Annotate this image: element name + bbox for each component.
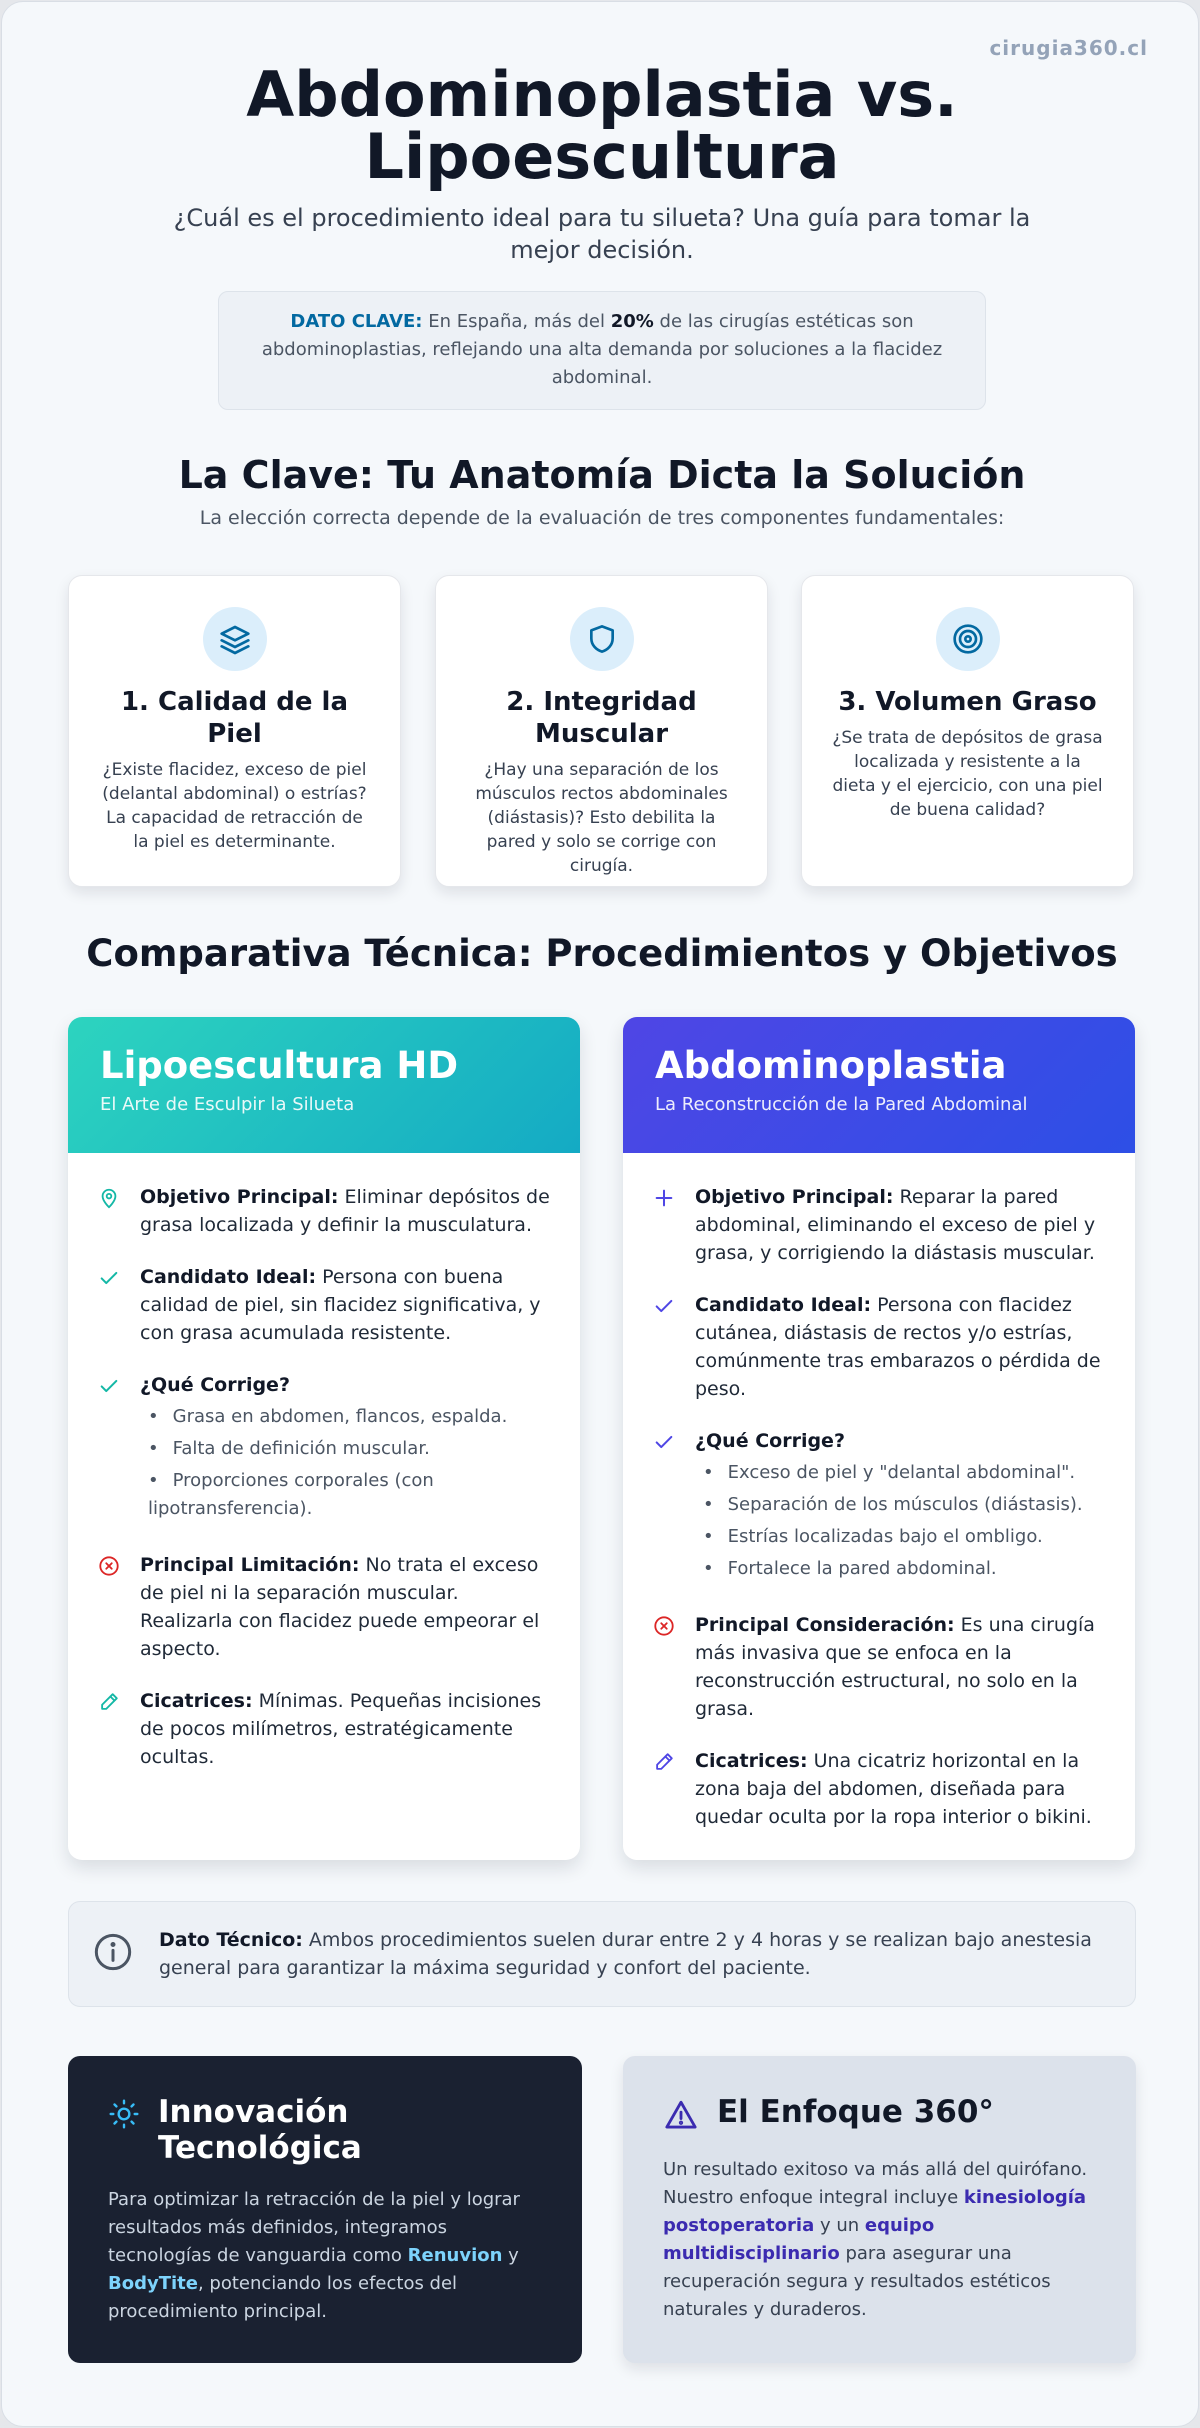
card-integridad-muscular (435, 575, 768, 887)
abdominoplastia-card (623, 1017, 1135, 1860)
warning-triangle-icon (663, 2094, 699, 2136)
item-label: Objetivo Principal: (695, 1186, 894, 1208)
item-label: ¿Qué Corrige? (140, 1374, 290, 1396)
card-title: 3. Volumen Graso (838, 687, 1097, 717)
dato-tecnico-text: Ambos procedimientos suelen durar entre 2 y 4 horas y se realizan bajo anestesia general para garantizar la máxima seguridad y confort del paciente. (159, 1929, 1092, 1979)
card-text: ¿Se trata de depósitos de grasa localizada y resistente a la dieta y el ejercicio, con una piel de buena calidad? (832, 728, 1103, 820)
enfoque-text (663, 2156, 1096, 2324)
lipo-corrige (98, 1371, 550, 1527)
list-item: • Falta de definición muscular. (140, 1435, 550, 1463)
anatomia-title: La Clave: Tu Anatomía Dicta la Solución (178, 453, 1026, 497)
plus-icon (653, 1183, 695, 1267)
item-label: Candidato Ideal: (140, 1266, 317, 1288)
abdo-objetivo (653, 1183, 1105, 1267)
item-text: Reparar la pared abdominal, eliminando el exceso de piel y grasa, y corrigiendo la diástasis muscular. (695, 1186, 1096, 1264)
enfoque-title: El Enfoque 360° (717, 2094, 994, 2130)
item-text: Persona con buena calidad de piel, sin flacidez significativa, y con grasa acumulada resistente. (140, 1266, 541, 1344)
anatomia-subtitle: La elección correcta depende de la evaluación de tres componentes fundamentales: (199, 507, 1005, 529)
list-item: • Exceso de piel y "delantal abdominal". (695, 1459, 1083, 1487)
lipoescultura-header (68, 1017, 580, 1153)
enfoque-highlight-kinesiologia: kinesiología postoperatoria (663, 2187, 1087, 2236)
corrige-list (140, 1403, 550, 1523)
abdominoplastia-tagline: La Reconstrucción de la Pared Abdominal (655, 1094, 1028, 1115)
lipoescultura-card (68, 1017, 580, 1860)
enfoque-text-1: Un resultado exitoso va más allá del quirófano. Nuestro enfoque integral incluye (663, 2159, 1088, 2208)
card-volumen-graso (801, 575, 1134, 887)
x-circle-icon (98, 1551, 140, 1663)
lipo-objetivo (98, 1183, 550, 1239)
item-text: Es una cirugía más invasiva que se enfoca en la reconstrucción estructural, no solo en la grasa. (695, 1614, 1095, 1720)
item-text: Eliminar depósitos de grasa localizada y definir la musculatura. (140, 1186, 550, 1236)
innovacion-text-1: Para optimizar la retracción de la piel y lograr resultados más definidos, integramos tecnologías de vanguardia como (108, 2189, 520, 2266)
list-item: • Proporciones corporales (con lipotransferencia). (140, 1467, 550, 1523)
check-icon (653, 1427, 695, 1587)
innovacion-text-2: y (502, 2245, 519, 2266)
lipoescultura-title: Lipoescultura HD (100, 1044, 459, 1087)
item-label: Cicatrices: (140, 1690, 253, 1712)
dato-clave-highlight: 20% (610, 311, 654, 332)
page (1, 1, 1199, 2427)
card-title: 1. Calidad de la Piel (120, 687, 349, 749)
dato-tecnico-label: Dato Técnico: (159, 1929, 303, 1951)
comparativa-title: Comparativa Técnica: Procedimientos y Objetivos (86, 932, 1118, 975)
dato-clave-text-1: En España, más del (422, 311, 611, 332)
card-title: 2. Integridad Muscular (506, 687, 697, 749)
dato-tecnico-box (68, 1901, 1136, 2007)
innovacion-title: Innovación Tecnológica (158, 2094, 362, 2166)
target-icon (936, 607, 1000, 671)
page-subtitle: ¿Cuál es el procedimiento ideal para tu silueta? Una guía para tomar la mejor decisión. (173, 204, 1031, 264)
card-text: ¿Existe flacidez, exceso de piel (delantal abdominal) o estrías? La capacidad de retracción de la piel es determinante. (102, 760, 367, 852)
abdominoplastia-title: Abdominoplastia (655, 1044, 1007, 1087)
item-label: Objetivo Principal: (140, 1186, 339, 1208)
list-item: • Grasa en abdomen, flancos, espalda. (140, 1403, 550, 1431)
shield-icon (570, 607, 634, 671)
sun-icon (108, 2094, 140, 2134)
item-text: No trata el exceso de piel ni la separación muscular. Realizarla con flacidez puede empeorar el aspecto. (140, 1554, 540, 1660)
lipo-candidato (98, 1263, 550, 1347)
check-icon (98, 1371, 140, 1527)
innovacion-card (68, 2056, 582, 2363)
item-label: Cicatrices: (695, 1750, 808, 1772)
list-item: • Fortalece la pared abdominal. (695, 1555, 1083, 1583)
item-label: ¿Qué Corrige? (695, 1430, 845, 1452)
site-name[interactable]: cirugia360.cl (989, 36, 1148, 60)
check-icon (98, 1263, 140, 1347)
dato-clave-box (218, 291, 986, 410)
abdo-consideracion (653, 1611, 1105, 1723)
info-icon (93, 1932, 133, 1976)
item-label: Principal Limitación: (140, 1554, 360, 1576)
map-pin-icon (98, 1183, 140, 1239)
enfoque-card (623, 2056, 1136, 2363)
x-circle-icon (653, 1611, 695, 1723)
enfoque-text-2: y un (814, 2215, 865, 2236)
card-calidad-piel (68, 575, 401, 887)
page-title: Abdominoplastia vs. Lipoescultura (246, 58, 958, 193)
item-text: Persona con flacidez cutánea, diástasis de rectos y/o estrías, comúnmente tras embarazos o pérdida de peso. (695, 1294, 1101, 1400)
abdo-candidato (653, 1291, 1105, 1403)
pen-icon (98, 1687, 140, 1771)
item-label: Principal Consideración: (695, 1614, 955, 1636)
abdominoplastia-header (623, 1017, 1135, 1153)
item-label: Candidato Ideal: (695, 1294, 872, 1316)
corrige-list (695, 1459, 1083, 1583)
pen-icon (653, 1747, 695, 1831)
layers-icon (203, 607, 267, 671)
enfoque-text-3: para asegurar una recuperación segura y resultados estéticos naturales y duraderos. (663, 2243, 1051, 2320)
list-item: • Estrías localizadas bajo el ombligo. (695, 1523, 1083, 1551)
item-text: Una cicatriz horizontal en la zona baja del abdomen, diseñada para quedar oculta por la ropa interior o bikini. (695, 1750, 1092, 1828)
card-text: ¿Hay una separación de los músculos rectos abdominales (diástasis)? Esto debilita la pared y solo se corrige con cirugía. (475, 760, 728, 876)
abdo-cicatrices (653, 1747, 1105, 1831)
innovacion-text-3: , potenciando los efectos del procedimiento principal. (108, 2273, 458, 2322)
lipo-cicatrices (98, 1687, 550, 1771)
innovacion-text (108, 2186, 542, 2326)
brand-bodytite: BodyTite (108, 2273, 198, 2294)
enfoque-highlight-equipo: equipo multidisciplinario (663, 2215, 935, 2264)
check-icon (653, 1291, 695, 1403)
brand-renuvion: Renuvion (407, 2245, 503, 2266)
item-text: Mínimas. Pequeñas incisiones de pocos milímetros, estratégicamente ocultas. (140, 1690, 542, 1768)
list-item: • Separación de los músculos (diástasis). (695, 1491, 1083, 1519)
lipoescultura-tagline: El Arte de Esculpir la Silueta (100, 1094, 355, 1115)
abdo-corrige (653, 1427, 1105, 1587)
dato-clave-label: DATO CLAVE: (290, 311, 423, 332)
lipo-limitacion (98, 1551, 550, 1663)
dato-clave-text-2: de las cirugías estéticas son abdominoplastias, reflejando una alta demanda por soluciones a la flacidez abdominal. (261, 311, 943, 388)
